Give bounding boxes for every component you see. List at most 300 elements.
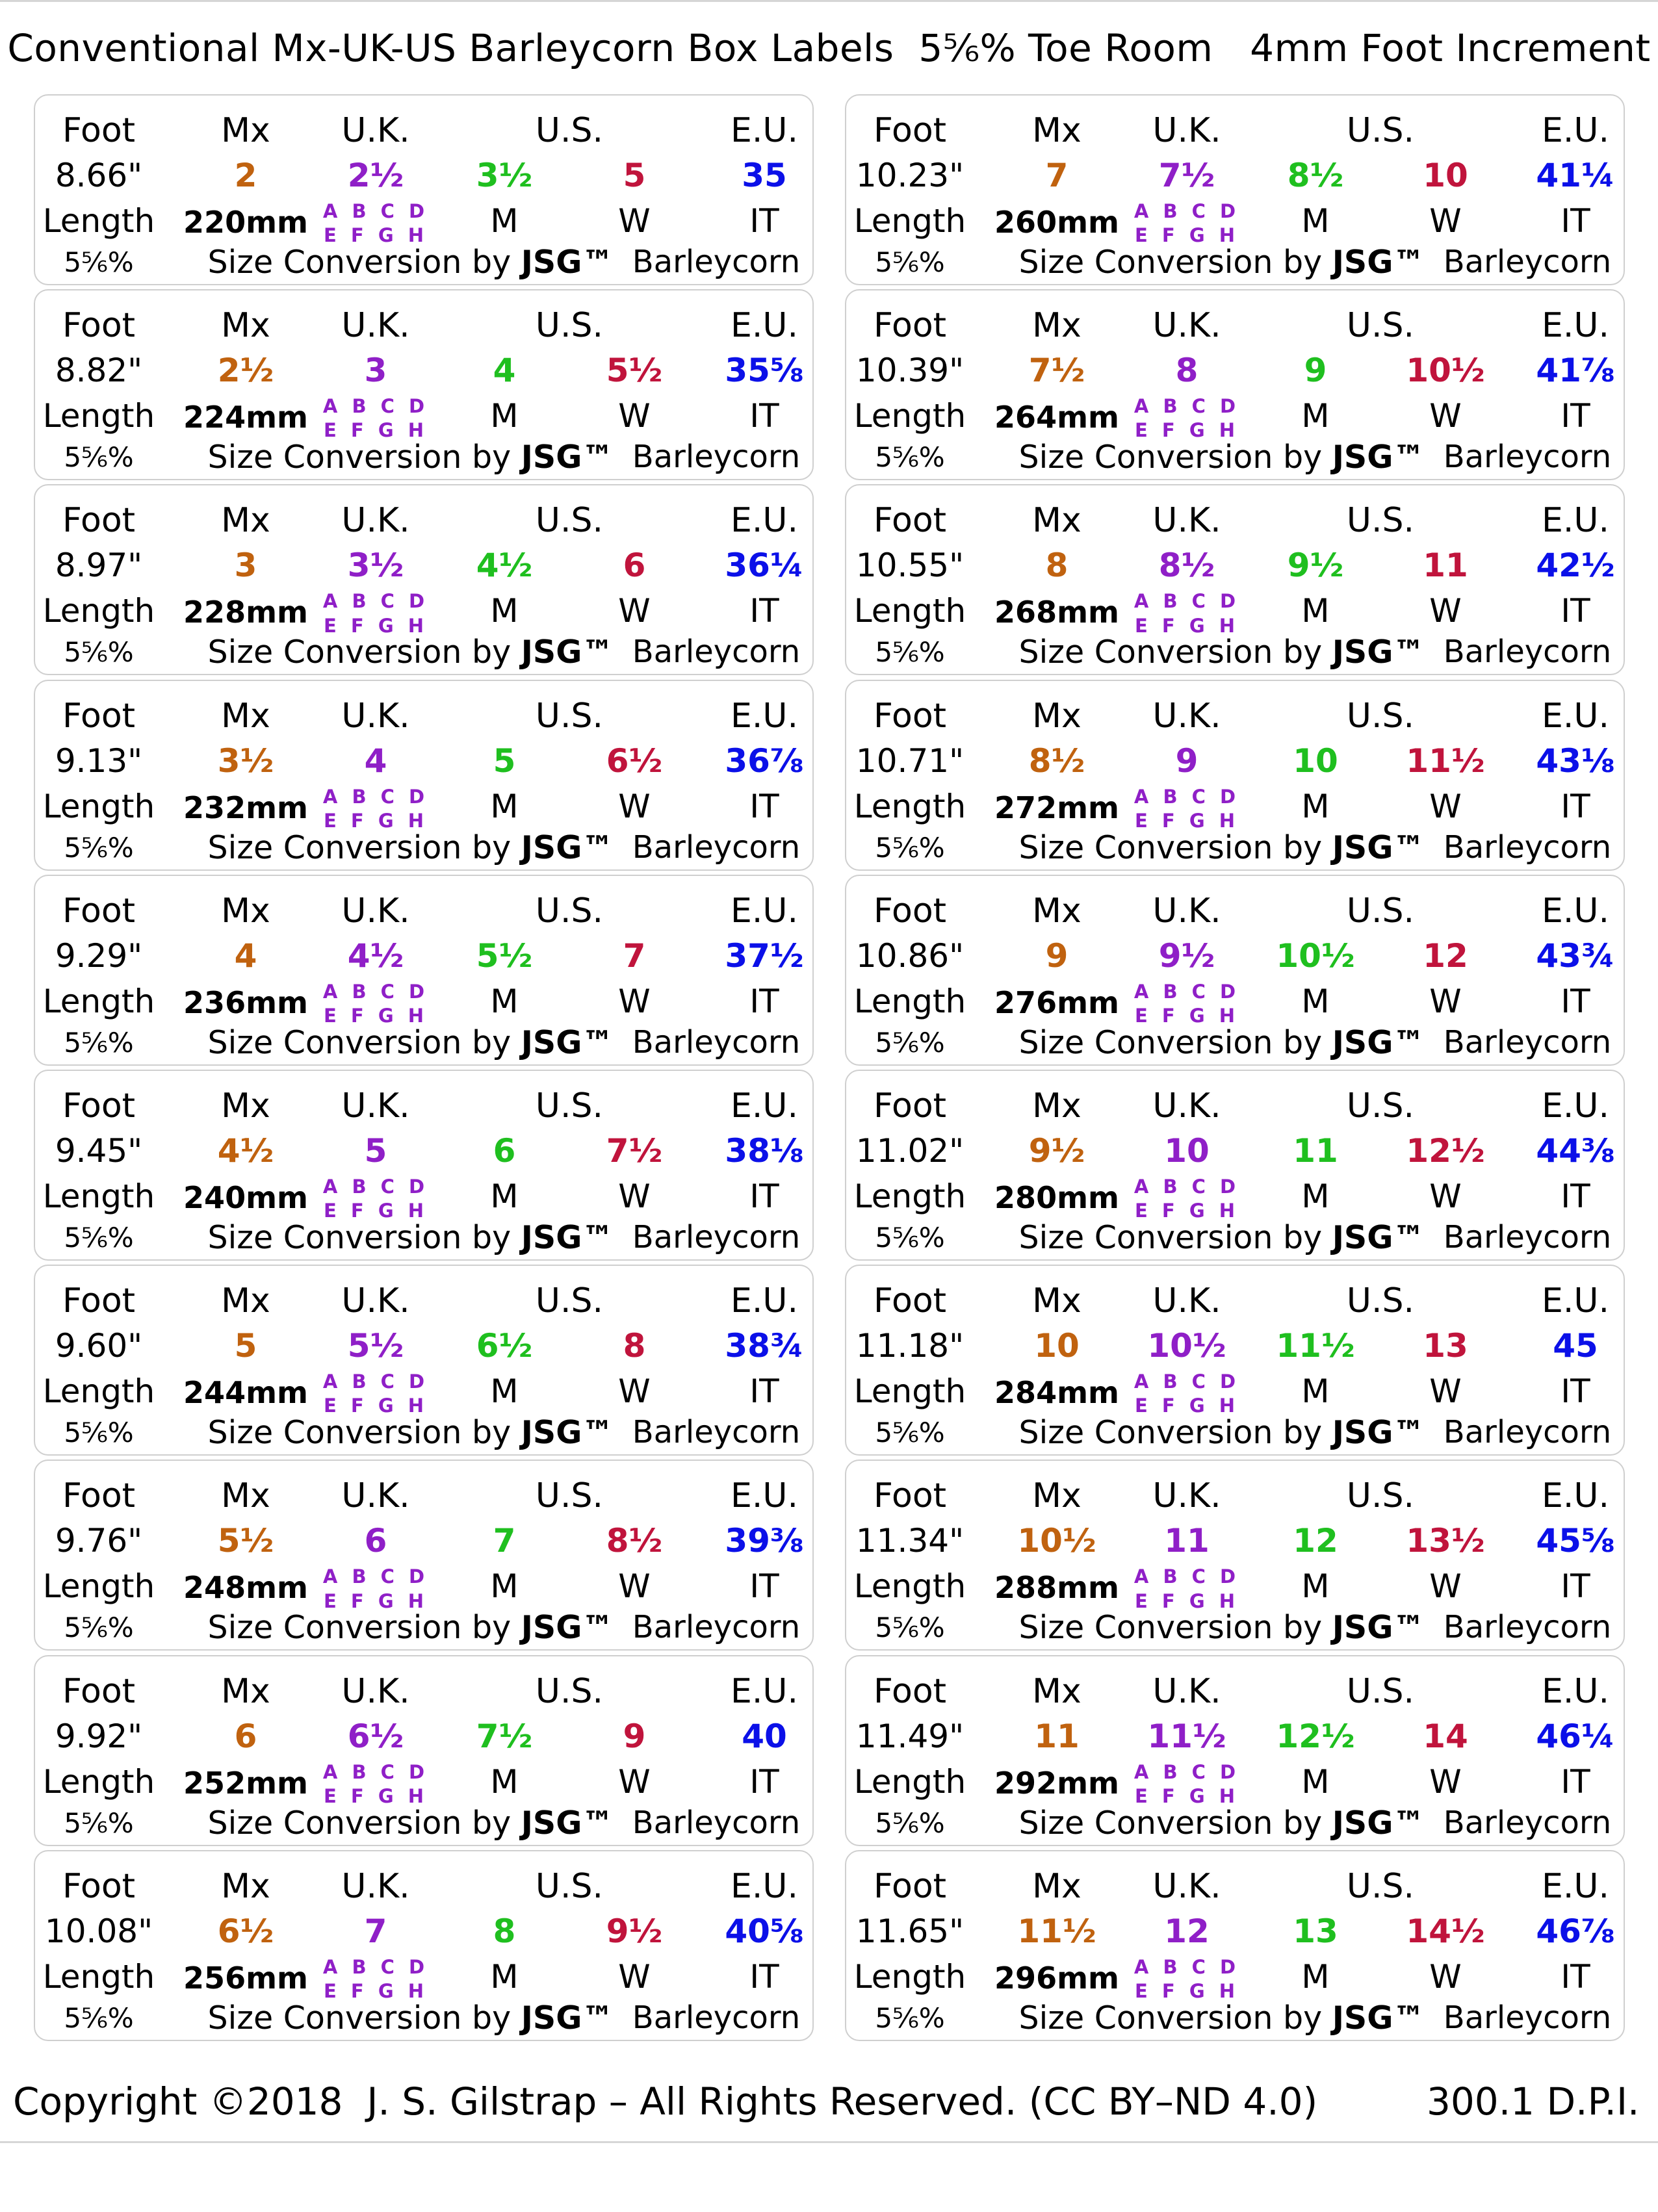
- us-women-label: W: [618, 982, 651, 1020]
- foot-length-inches: 11.34": [855, 1522, 965, 1560]
- mx-header: Mx: [221, 1866, 270, 1906]
- conversion-text: Size Conversion by: [1018, 1804, 1332, 1842]
- conversion-text: Size Conversion by: [1018, 829, 1332, 866]
- eu-italy-label: IT: [749, 787, 779, 825]
- length-label: Length: [42, 1567, 155, 1606]
- foot-length-mm: 224mm: [183, 400, 308, 435]
- foot-length-mm: 256mm: [183, 1960, 308, 1996]
- conversion-credit: [207, 1023, 614, 1061]
- foot-length-mm: 264mm: [994, 400, 1119, 435]
- foot-length-inches: 10.08": [44, 1912, 153, 1950]
- conversion-credit: [1018, 1023, 1425, 1061]
- foot-length-mm: 236mm: [183, 984, 308, 1020]
- foot-length-inches: 8.97": [55, 547, 143, 585]
- uk-size: 5½: [347, 1327, 404, 1365]
- foot-length-inches: 10.55": [855, 547, 965, 585]
- mx-header: Mx: [221, 1281, 270, 1321]
- size-label: [34, 94, 814, 285]
- foot-length-mm: 228mm: [183, 595, 308, 630]
- conversion-credit: [1018, 634, 1425, 671]
- mx-size: 7½: [1028, 352, 1085, 390]
- width-letters-line-2: E F G H: [324, 1784, 428, 1807]
- foot-length-mm: 276mm: [994, 984, 1119, 1020]
- width-letters-line-2: E F G H: [1135, 1004, 1239, 1027]
- mx-header: Mx: [1032, 1281, 1082, 1321]
- conversion-credit: [1018, 439, 1425, 476]
- us-men-label: M: [490, 397, 519, 435]
- foot-length-mm: 288mm: [994, 1570, 1119, 1606]
- width-letters-line-1: A B C D: [1133, 1955, 1240, 1978]
- us-women-size: 6½: [606, 741, 663, 780]
- width-letters-line-1: A B C D: [1133, 785, 1240, 808]
- foot-header: Foot: [62, 501, 136, 541]
- eu-italy-label: IT: [749, 1372, 779, 1411]
- width-letters: [1134, 1955, 1239, 2003]
- us-men-size: 8½: [1287, 157, 1344, 194]
- foot-header: Foot: [62, 1087, 136, 1125]
- brand-mark: JSG™: [1332, 829, 1425, 866]
- eu-italy-label: IT: [1561, 1957, 1590, 1996]
- mx-header: Mx: [1032, 1866, 1082, 1906]
- us-header: U.S.: [1346, 1476, 1415, 1516]
- mx-header: Mx: [221, 111, 270, 150]
- size-label: [845, 1655, 1625, 1846]
- brand-mark: JSG™: [521, 1414, 614, 1452]
- width-letters-line-1: A B C D: [1133, 590, 1240, 613]
- length-label: Length: [42, 1762, 155, 1801]
- us-header: U.S.: [1346, 1281, 1415, 1321]
- uk-size: 3½: [347, 547, 404, 585]
- eu-italy-label: IT: [1561, 1567, 1590, 1606]
- width-letters-line-1: A B C D: [322, 590, 429, 613]
- us-women-label: W: [1429, 1567, 1462, 1606]
- foot-length-inches: 11.65": [855, 1912, 965, 1950]
- us-women-label: W: [618, 202, 651, 240]
- mx-size: 7: [1045, 157, 1069, 194]
- uk-header: U.K.: [1152, 1281, 1221, 1321]
- eu-italy-label: IT: [749, 1567, 779, 1606]
- eu-size: 39⅜: [725, 1522, 804, 1560]
- us-header: U.S.: [535, 501, 604, 541]
- eu-size: 42½: [1536, 547, 1615, 585]
- eu-italy-label: IT: [1561, 1762, 1590, 1801]
- size-label: [845, 484, 1625, 675]
- conversion-credit: [207, 439, 614, 476]
- us-men-label: M: [1301, 1957, 1330, 1996]
- foot-length-mm: 220mm: [183, 205, 308, 240]
- conversion-credit: [1018, 244, 1425, 281]
- us-header: U.S.: [535, 1476, 604, 1516]
- toe-room: 5⅚%: [64, 1807, 134, 1839]
- width-letters-line-1: A B C D: [322, 1955, 429, 1978]
- brand-mark: JSG™: [1332, 1999, 1425, 2037]
- us-header: U.S.: [1346, 501, 1415, 541]
- mx-size: 3½: [217, 741, 274, 780]
- us-men-label: M: [1301, 1177, 1330, 1215]
- copyright-notice: Copyright ©2018 J. S. Gilstrap – All Rights Reserved. (CC BY–ND 4.0): [13, 2079, 1318, 2124]
- foot-length-inches: 9.29": [55, 936, 143, 975]
- uk-header: U.K.: [1152, 1671, 1221, 1711]
- eu-header: E.U.: [1542, 1281, 1609, 1321]
- mx-size: 4½: [217, 1132, 274, 1170]
- mx-size: 2½: [217, 352, 274, 390]
- foot-length-inches: 9.45": [55, 1132, 143, 1170]
- foot-header: Foot: [873, 306, 947, 346]
- size-label: [845, 1460, 1625, 1651]
- conversion-text: Size Conversion by: [1018, 1219, 1332, 1256]
- toe-room: 5⅚%: [64, 1026, 134, 1059]
- brand-mark: JSG™: [521, 1609, 614, 1647]
- width-letters-line-1: A B C D: [322, 1565, 429, 1588]
- us-women-label: W: [1429, 202, 1462, 240]
- mx-size: 5: [234, 1327, 257, 1365]
- mx-header: Mx: [221, 501, 270, 541]
- uk-header: U.K.: [341, 1281, 410, 1321]
- width-letters-line-2: E F G H: [324, 1004, 428, 1027]
- us-women-label: W: [1429, 787, 1462, 825]
- width-letters: [1134, 1370, 1239, 1418]
- size-label: [34, 484, 814, 675]
- system-name: Barleycorn: [632, 1999, 801, 2036]
- conversion-text: Size Conversion by: [1018, 1023, 1332, 1061]
- foot-header: Foot: [873, 1866, 947, 1906]
- toe-room: 5⅚%: [875, 1417, 945, 1449]
- conversion-text: Size Conversion by: [1018, 1609, 1332, 1647]
- brand-mark: JSG™: [521, 829, 614, 866]
- eu-italy-label: IT: [749, 1957, 779, 1996]
- width-letters: [323, 785, 428, 833]
- width-letters-line-2: E F G H: [1135, 1979, 1239, 2002]
- conversion-text: Size Conversion by: [207, 1609, 521, 1647]
- width-letters: [1134, 980, 1239, 1028]
- uk-header: U.K.: [341, 501, 410, 541]
- system-name: Barleycorn: [632, 1609, 801, 1646]
- us-header: U.S.: [1346, 1671, 1415, 1711]
- length-label: Length: [42, 202, 155, 240]
- eu-size: 41⅞: [1536, 352, 1615, 390]
- eu-italy-label: IT: [749, 1177, 779, 1215]
- us-men-label: M: [1301, 787, 1330, 825]
- uk-size: 4½: [347, 936, 404, 975]
- size-label: [34, 1070, 814, 1261]
- conversion-credit: [1018, 1219, 1425, 1256]
- brand-mark: JSG™: [521, 1219, 614, 1256]
- us-women-label: W: [618, 1762, 651, 1801]
- uk-header: U.K.: [341, 696, 410, 736]
- length-label: Length: [42, 1957, 155, 1996]
- foot-length-mm: 244mm: [183, 1375, 308, 1411]
- mx-size: 6: [234, 1717, 257, 1755]
- us-women-size: 14: [1423, 1717, 1468, 1755]
- foot-length-inches: 10.23": [855, 157, 965, 194]
- foot-header: Foot: [873, 1281, 947, 1321]
- width-letters: [323, 589, 428, 637]
- width-letters-line-1: A B C D: [322, 785, 429, 808]
- eu-header: E.U.: [731, 1476, 798, 1516]
- width-letters-line-1: A B C D: [1133, 1176, 1240, 1198]
- us-women-label: W: [1429, 1177, 1462, 1215]
- eu-header: E.U.: [1542, 1671, 1609, 1711]
- width-letters: [323, 1370, 428, 1418]
- us-header: U.S.: [535, 1866, 604, 1906]
- uk-size: 8½: [1158, 547, 1215, 585]
- length-label: Length: [853, 1957, 966, 1996]
- foot-length-mm: 284mm: [994, 1375, 1119, 1411]
- width-letters-line-1: A B C D: [322, 1370, 429, 1393]
- eu-header: E.U.: [1542, 1087, 1609, 1125]
- length-label: Length: [42, 1372, 155, 1411]
- eu-header: E.U.: [731, 891, 798, 931]
- us-header: U.S.: [535, 1281, 604, 1321]
- conversion-text: Size Conversion by: [207, 244, 521, 281]
- width-letters: [1134, 394, 1239, 443]
- uk-header: U.K.: [1152, 1866, 1221, 1906]
- us-women-size: 7: [623, 936, 646, 975]
- size-label: [845, 1070, 1625, 1261]
- eu-italy-label: IT: [749, 1762, 779, 1801]
- length-label: Length: [853, 202, 966, 240]
- us-women-size: 5½: [606, 352, 663, 390]
- toe-room: 5⅚%: [64, 1417, 134, 1449]
- eu-header: E.U.: [1542, 501, 1609, 541]
- brand-mark: JSG™: [1332, 439, 1425, 476]
- mx-size: 9: [1045, 936, 1069, 975]
- length-label: Length: [853, 1177, 966, 1215]
- uk-header: U.K.: [1152, 111, 1221, 150]
- foot-length-inches: 8.66": [55, 157, 143, 194]
- foot-header: Foot: [62, 111, 136, 150]
- width-letters-line-2: E F G H: [1135, 809, 1239, 832]
- eu-italy-label: IT: [1561, 397, 1590, 435]
- us-men-label: M: [490, 1762, 519, 1801]
- mx-size: 11: [1034, 1717, 1080, 1755]
- uk-size: 2½: [347, 157, 404, 194]
- length-label: Length: [42, 787, 155, 825]
- us-women-label: W: [618, 1372, 651, 1411]
- uk-header: U.K.: [1152, 1476, 1221, 1516]
- us-women-label: W: [1429, 397, 1462, 435]
- toe-room: 5⅚%: [875, 1612, 945, 1644]
- us-women-label: W: [1429, 1372, 1462, 1411]
- eu-italy-label: IT: [749, 202, 779, 240]
- width-letters: [323, 1955, 428, 2003]
- us-men-size: 12: [1293, 1522, 1338, 1560]
- system-name: Barleycorn: [1443, 1414, 1612, 1451]
- width-letters-line-1: A B C D: [1133, 980, 1240, 1003]
- foot-length-mm: 268mm: [994, 595, 1119, 630]
- foot-length-inches: 8.82": [55, 352, 143, 390]
- mx-header: Mx: [1032, 696, 1082, 736]
- uk-header: U.K.: [341, 306, 410, 346]
- eu-header: E.U.: [731, 111, 798, 150]
- eu-size: 41¼: [1536, 157, 1615, 194]
- brand-mark: JSG™: [1332, 1804, 1425, 1842]
- mx-size: 6½: [217, 1912, 274, 1950]
- conversion-text: Size Conversion by: [207, 1414, 521, 1452]
- toe-room: 5⅚%: [875, 2001, 945, 2034]
- conversion-text: Size Conversion by: [207, 1804, 521, 1842]
- us-women-size: 8½: [606, 1522, 663, 1560]
- eu-italy-label: IT: [1561, 202, 1590, 240]
- uk-header: U.K.: [341, 1087, 410, 1125]
- conversion-text: Size Conversion by: [207, 439, 521, 476]
- size-label: [34, 680, 814, 871]
- uk-header: U.K.: [341, 111, 410, 150]
- eu-italy-label: IT: [1561, 982, 1590, 1020]
- brand-mark: JSG™: [521, 1804, 614, 1842]
- size-label: [34, 1460, 814, 1651]
- us-men-label: M: [1301, 982, 1330, 1020]
- toe-room: 5⅚%: [64, 1612, 134, 1644]
- toe-room: 5⅚%: [64, 246, 134, 278]
- conversion-text: Size Conversion by: [207, 1999, 521, 2037]
- eu-header: E.U.: [1542, 696, 1609, 736]
- foot-header: Foot: [62, 306, 136, 346]
- system-name: Barleycorn: [632, 439, 801, 476]
- system-name: Barleycorn: [1443, 1023, 1612, 1061]
- eu-size: 44⅜: [1536, 1132, 1615, 1170]
- system-name: Barleycorn: [1443, 829, 1612, 866]
- mx-header: Mx: [1032, 501, 1082, 541]
- foot-length-mm: 252mm: [183, 1765, 308, 1801]
- foot-length-mm: 292mm: [994, 1765, 1119, 1801]
- us-men-label: M: [490, 1177, 519, 1215]
- length-label: Length: [853, 982, 966, 1020]
- eu-header: E.U.: [1542, 306, 1609, 346]
- bottom-divider: [0, 2141, 1658, 2143]
- foot-header: Foot: [873, 1671, 947, 1711]
- us-men-size: 5½: [476, 936, 533, 975]
- length-label: Length: [853, 592, 966, 630]
- foot-length-inches: 9.92": [55, 1717, 143, 1755]
- width-letters: [323, 1175, 428, 1223]
- us-women-label: W: [1429, 982, 1462, 1020]
- conversion-text: Size Conversion by: [207, 634, 521, 671]
- uk-size: 5: [364, 1132, 387, 1170]
- foot-header: Foot: [873, 891, 947, 931]
- size-label: [34, 1850, 814, 2041]
- system-name: Barleycorn: [632, 1414, 801, 1451]
- foot-header: Foot: [873, 696, 947, 736]
- mx-size: 8: [1045, 547, 1069, 585]
- us-women-label: W: [618, 1177, 651, 1215]
- us-women-label: W: [618, 1567, 651, 1606]
- us-header: U.S.: [1346, 1087, 1415, 1125]
- eu-size: 35⅝: [725, 352, 804, 390]
- system-name: Barleycorn: [632, 244, 801, 280]
- us-women-label: W: [1429, 1957, 1462, 1996]
- system-name: Barleycorn: [632, 634, 801, 671]
- uk-header: U.K.: [1152, 696, 1221, 736]
- us-header: U.S.: [1346, 696, 1415, 736]
- conversion-text: Size Conversion by: [1018, 1414, 1332, 1452]
- us-women-size: 11: [1423, 547, 1468, 585]
- conversion-text: Size Conversion by: [207, 1219, 521, 1256]
- width-letters-line-2: E F G H: [324, 419, 428, 442]
- mx-header: Mx: [221, 1671, 270, 1711]
- width-letters-line-1: A B C D: [322, 200, 429, 222]
- uk-size: 10½: [1147, 1327, 1226, 1365]
- size-label: [845, 875, 1625, 1066]
- foot-header: Foot: [62, 1281, 136, 1321]
- eu-italy-label: IT: [1561, 1177, 1590, 1215]
- foot-length-mm: 260mm: [994, 205, 1119, 240]
- width-letters: [323, 980, 428, 1028]
- size-label: [34, 875, 814, 1066]
- mx-size: 4: [234, 936, 257, 975]
- foot-length-inches: 9.60": [55, 1327, 143, 1365]
- width-letters-line-2: E F G H: [1135, 1784, 1239, 1807]
- foot-header: Foot: [873, 111, 947, 150]
- conversion-credit: [207, 829, 614, 866]
- eu-size: 35: [742, 157, 787, 194]
- us-women-size: 13½: [1406, 1522, 1485, 1560]
- eu-italy-label: IT: [1561, 592, 1590, 630]
- width-letters-line-2: E F G H: [324, 614, 428, 637]
- width-letters-line-2: E F G H: [324, 224, 428, 247]
- brand-mark: JSG™: [521, 1023, 614, 1061]
- us-men-size: 5: [493, 741, 516, 780]
- length-label: Length: [853, 787, 966, 825]
- us-men-size: 9: [1304, 352, 1327, 390]
- width-letters: [323, 1760, 428, 1808]
- eu-size: 45: [1553, 1327, 1598, 1365]
- foot-length-mm: 232mm: [183, 790, 308, 825]
- eu-italy-label: IT: [749, 592, 779, 630]
- length-label: Length: [853, 1372, 966, 1411]
- width-letters-line-1: A B C D: [1133, 200, 1240, 222]
- us-men-label: M: [1301, 397, 1330, 435]
- foot-header: Foot: [62, 696, 136, 736]
- eu-size: 45⅝: [1536, 1522, 1615, 1560]
- width-letters-line-1: A B C D: [322, 1176, 429, 1198]
- uk-header: U.K.: [341, 891, 410, 931]
- eu-size: 46⅞: [1536, 1912, 1615, 1950]
- width-letters-line-1: A B C D: [322, 980, 429, 1003]
- us-header: U.S.: [1346, 891, 1415, 931]
- mx-header: Mx: [1032, 1476, 1082, 1516]
- us-men-label: M: [1301, 1372, 1330, 1411]
- us-men-label: M: [490, 982, 519, 1020]
- eu-size: 38¾: [725, 1327, 804, 1365]
- width-letters: [323, 199, 428, 248]
- eu-italy-label: IT: [749, 982, 779, 1020]
- length-label: Length: [853, 397, 966, 435]
- system-name: Barleycorn: [1443, 1804, 1612, 1841]
- eu-size: 43¾: [1536, 936, 1615, 975]
- foot-header: Foot: [873, 501, 947, 541]
- size-label: [845, 1850, 1625, 2041]
- uk-size: 9½: [1158, 936, 1215, 975]
- size-label: [845, 1265, 1625, 1456]
- brand-mark: JSG™: [521, 1999, 614, 2037]
- toe-room: 5⅚%: [875, 636, 945, 669]
- foot-header: Foot: [873, 1087, 947, 1125]
- toe-room: 5⅚%: [875, 246, 945, 278]
- mx-header: Mx: [221, 891, 270, 931]
- eu-size: 36⅞: [725, 741, 804, 780]
- us-women-size: 10: [1423, 157, 1468, 194]
- conversion-text: Size Conversion by: [1018, 244, 1332, 281]
- foot-header: Foot: [62, 1671, 136, 1711]
- mx-header: Mx: [1032, 891, 1082, 931]
- width-letters: [323, 1565, 428, 1613]
- us-men-size: 9½: [1287, 547, 1344, 585]
- conversion-text: Size Conversion by: [1018, 1999, 1332, 2037]
- conversion-credit: [207, 1999, 614, 2037]
- foot-header: Foot: [62, 891, 136, 931]
- conversion-credit: [207, 634, 614, 671]
